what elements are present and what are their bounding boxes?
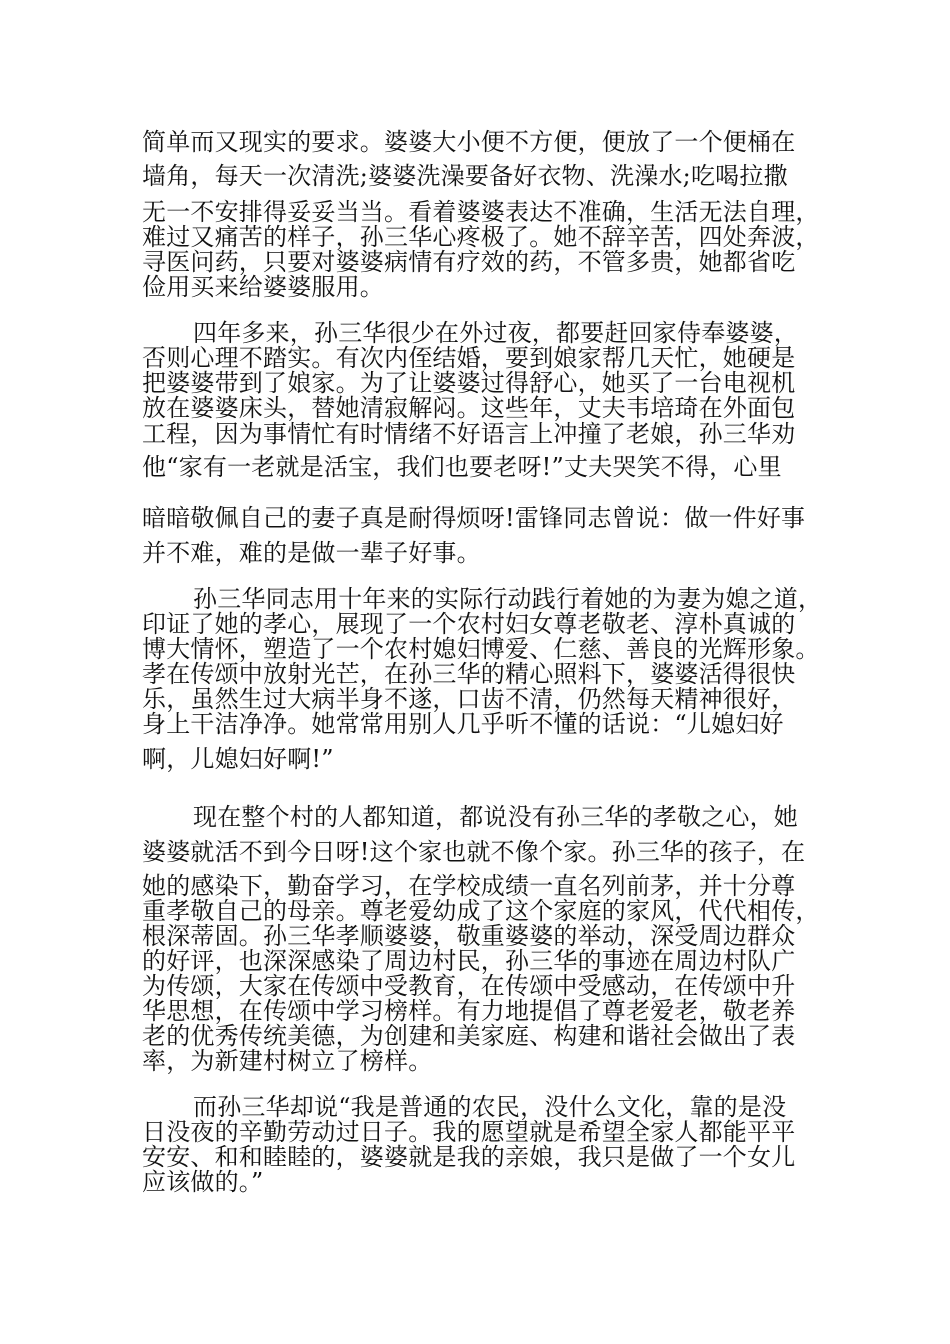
text-line: 博大情怀，塑造了一个农村媳妇博爱、仁慈、善良的光辉形象。 (142, 635, 820, 663)
text-line: 乐，虽然生过大病半身不遂，口齿不清，仍然每天精神很好， (142, 685, 796, 713)
text-line: 放在婆婆床头，替她清寂解闷。这些年，丈夫韦培琦在外面包 (142, 394, 796, 422)
text-line: 重孝敬自己的母亲。尊老爱幼成了这个家庭的家风，代代相传， (142, 897, 820, 925)
text-line: 身上干洁净净。她常常用别人几乎听不懂的话说：“儿媳妇好 (142, 710, 784, 738)
text-line: 难过又痛苦的样子，孙三华心疼极了。她不辞辛苦，四处奔波， (142, 223, 820, 251)
text-line: 四年多来，孙三华很少在外过夜，都要赶回家侍奉婆婆， (193, 319, 798, 347)
text-line: 俭用买来给婆婆服用。 (142, 273, 384, 301)
text-line: 孙三华同志用十年来的实际行动践行着她的为妻为媳之道， (193, 585, 823, 613)
text-line: 暗暗敬佩自己的妻子真是耐得烦呀!雷锋同志曾说：做一件好事 (142, 504, 806, 532)
text-line: 现在整个村的人都知道，都说没有孙三华的孝敬之心，她 (193, 803, 798, 831)
text-line: 并不难，难的是做一辈子好事。 (142, 539, 481, 567)
text-line: 啊，儿媳妇好啊!” (142, 745, 334, 773)
text-line: 孝在传颂中放射光芒，在孙三华的精心照料下，婆婆活得很快 (142, 660, 796, 688)
text-line: 把婆婆带到了娘家。为了让婆婆过得舒心，她买了一台电视机 (142, 369, 796, 397)
text-line: 根深蒂固。孙三华孝顺婆婆，敬重婆婆的举动，深受周边群众 (142, 922, 796, 950)
text-line: 为传颂，大家在传颂中受教育，在传颂中受感动，在传颂中升 (142, 972, 796, 1000)
text-line: 寻医问药，只要对婆婆病情有疗效的药，不管多贵，她都省吃 (142, 248, 796, 276)
text-line: 简单而又现实的要求。婆婆大小便不方便，便放了一个便桶在 (142, 128, 796, 156)
text-line: 的好评，也深深感染了周边村民，孙三华的事迹在周边村队广 (142, 947, 796, 975)
text-line: 工程，因为事情忙有时情绪不好语言上冲撞了老娘，孙三华劝 (142, 420, 796, 448)
text-line: 墙角，每天一次清洗;婆婆洗澡要备好衣物、洗澡水;吃喝拉撒 (142, 162, 788, 190)
text-line: 印证了她的孝心，展现了一个农村妇女尊老敬老、淳朴真诚的 (142, 610, 796, 638)
text-line: 应该做的。” (142, 1168, 264, 1196)
text-line: 婆婆就活不到今日呀!这个家也就不像个家。孙三华的孩子，在 (142, 838, 806, 866)
text-line: 她的感染下，勤奋学习，在学校成绩一直名列前茅，并十分尊 (142, 872, 796, 900)
text-line: 否则心理不踏实。有次内侄结婚，要到娘家帮几天忙，她硬是 (142, 344, 796, 372)
text-line: 他“家有一老就是活宝，我们也要老呀!”丈夫哭笑不得，心里 (142, 453, 782, 481)
text-line: 老的优秀传统美德，为创建和美家庭、构建和谐社会做出了表 (142, 1022, 796, 1050)
text-line: 率，为新建村树立了榜样。 (142, 1047, 433, 1075)
text-line: 安安、和和睦睦的，婆婆就是我的亲娘，我只是做了一个女儿 (142, 1143, 796, 1171)
text-line: 而孙三华却说“我是普通的农民，没什么文化，靠的是没 (193, 1093, 787, 1121)
text-line: 无一不安排得妥妥当当。看着婆婆表达不准确，生活无法自理， (142, 198, 820, 226)
text-line: 华思想，在传颂中学习榜样。有力地提倡了尊老爱老，敬老养 (142, 997, 796, 1025)
text-line: 日没夜的辛勤劳动过日子。我的愿望就是希望全家人都能平平 (142, 1118, 796, 1146)
